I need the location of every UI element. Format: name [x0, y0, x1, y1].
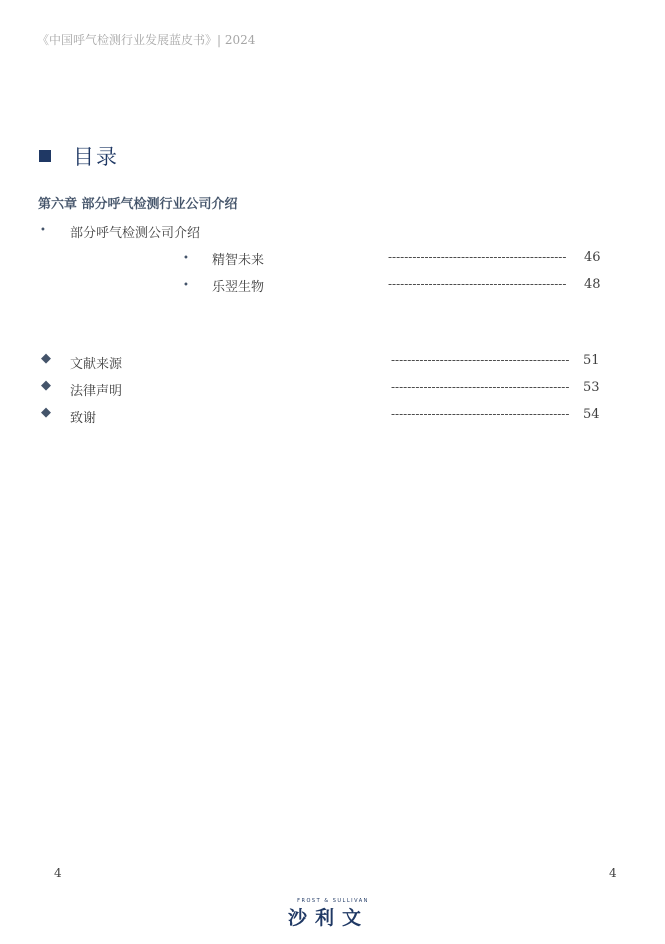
logo-english-text: FROST & SULLIVAN [297, 898, 369, 904]
entry-page-number: 54 [583, 407, 600, 422]
chapter-title[interactable]: 第六章 部分呼气检测行业公司介绍 [38, 197, 238, 212]
logo-chinese-text: 沙利文 [288, 907, 370, 929]
diamond-bullet-icon: ◆ [41, 405, 51, 420]
running-header: 《中国呼气检测行业发展蓝皮书》| 2024 [37, 33, 256, 47]
entry-page-number: 51 [583, 353, 600, 368]
dot-leader: -------------------------------------------- [388, 277, 567, 291]
page-number-left: 4 [54, 866, 62, 880]
dot-leader: -------------------------------------------- [388, 250, 567, 264]
entry-label: 致谢 [70, 411, 97, 426]
heading-square-icon [39, 150, 51, 162]
toc-heading [39, 141, 119, 171]
entry-label: 乐翌生物 [212, 280, 265, 295]
diamond-bullet-icon: ◆ [41, 378, 51, 393]
entry-page-number: 46 [584, 250, 601, 265]
entry-page-number: 48 [584, 277, 601, 292]
dot-leader: -------------------------------------------- [391, 407, 570, 421]
dot-leader: -------------------------------------------- [391, 380, 570, 394]
section-label[interactable]: 部分呼气检测公司介绍 [70, 226, 201, 241]
section-bullet: • [40, 225, 46, 236]
entry-bullet: • [183, 280, 189, 291]
dot-leader: -------------------------------------------- [391, 353, 570, 367]
entry-bullet: • [183, 253, 189, 264]
entry-label: 精智未来 [212, 253, 265, 268]
entry-label: 法律声明 [70, 384, 123, 399]
entry-label: 文献来源 [70, 357, 123, 372]
diamond-bullet-icon: ◆ [41, 351, 51, 366]
page-number-right: 4 [609, 866, 617, 880]
entry-page-number: 53 [583, 380, 600, 395]
toc-title: 目录 [73, 145, 119, 169]
